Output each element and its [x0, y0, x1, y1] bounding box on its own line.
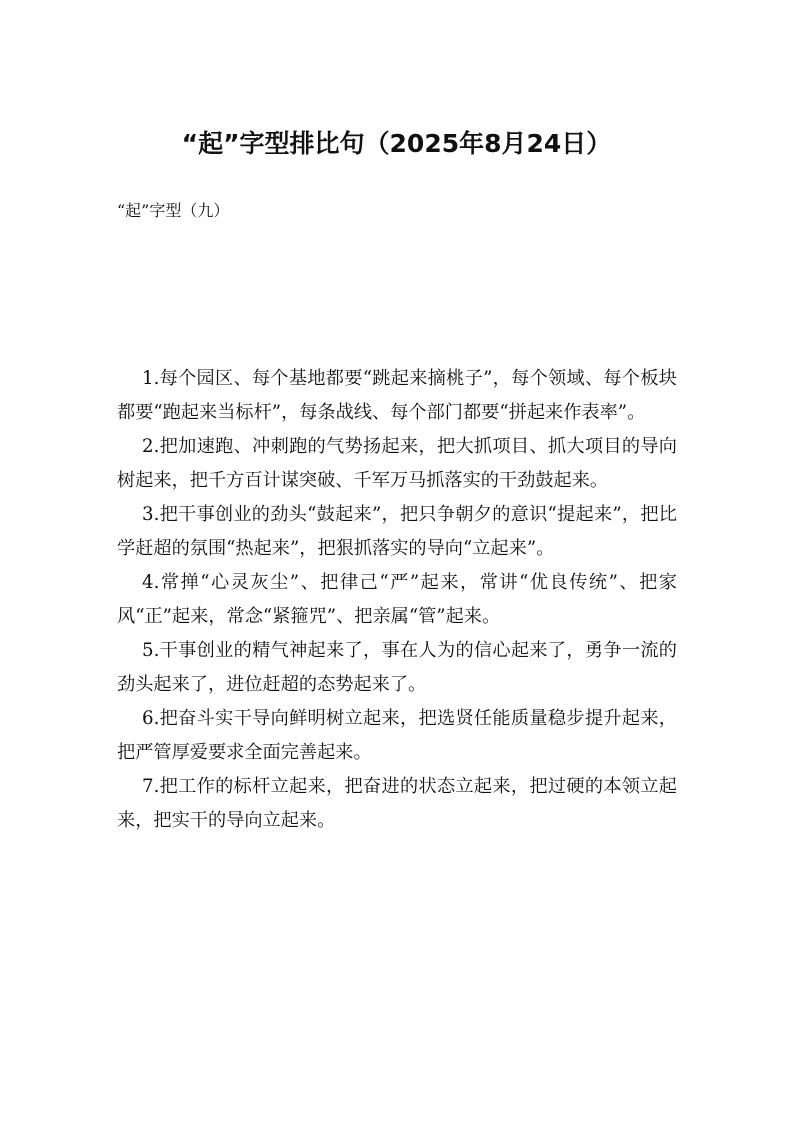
document-title: “起”字型排比句（2025年8月24日）	[181, 129, 612, 158]
paragraph-4: 4.常掸“心灵灰尘”、把律己“严”起来，常讲“优良传统”、把家风“正”起来，常念“紧箍咒”、把亲属“管”起来。	[117, 572, 677, 627]
paragraph-1: 1.每个园区、每个基地都要“跳起来摘桃子”，每个领域、每个板块都要“跑起来当标杆”，每条战线、每个部门都要“拼起来作表率”。	[117, 368, 677, 423]
document-subtitle: “起”字型（九）	[117, 201, 230, 220]
paragraph-7: 7.把工作的标杆立起来，把奋进的状态立起来，把过硬的本领立起来，把实干的导向立起来。	[117, 776, 677, 831]
paragraph-2: 2.把加速跑、冲刺跑的气势扬起来，把大抓项目、抓大项目的导向树起来，把千方百计谋突破、千军万马抓落实的干劲鼓起来。	[117, 436, 677, 491]
paragraph-3: 3.把干事创业的劲头“鼓起来”，把只争朝夕的意识“提起来”，把比学赶超的氛围“热起来”，把狠抓落实的导向“立起来”。	[117, 504, 677, 559]
paragraph-5: 5.干事创业的精气神起来了，事在人为的信心起来了，勇争一流的劲头起来了，进位赶超的态势起来了。	[117, 640, 677, 695]
paragraph-6: 6.把奋斗实干导向鲜明树立起来，把选贤任能质量稳步提升起来，把严管厚爱要求全面完善起来。	[117, 708, 677, 763]
paragraph-list	[117, 362, 677, 838]
